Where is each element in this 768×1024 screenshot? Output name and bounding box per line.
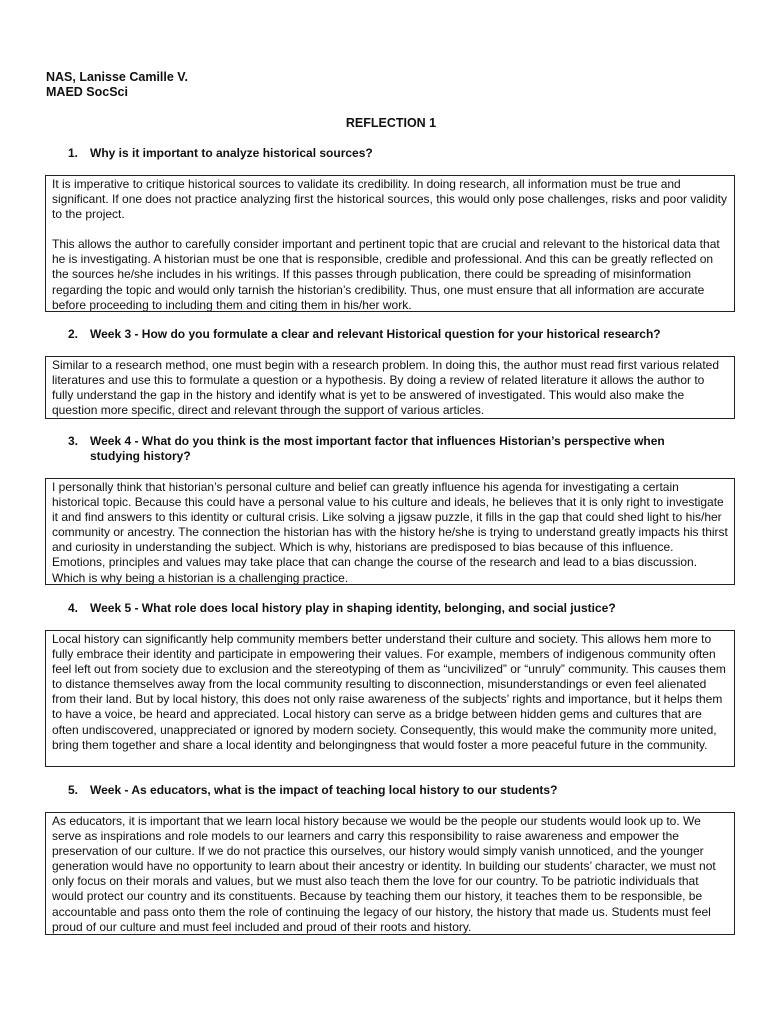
question-text: Week 4 - What do you think is the most important factor that influences Historian’s perspective when studying history? [90,434,665,463]
question-number: 2. [68,327,79,341]
answer-paragraph: As educators, it is important that we learn local history because we would be the people our students would look up to. We serve as inspirations and role models to our learners and carry this responsibility to raise awareness and empower the preservation of our culture. If we do not practice this ourselves, our history would simply vanish unnoticed, and the younger generation would have no opportunity to learn about their ancestry or identity. In building our students’ character, we must not only focus on their morals and values, but we must also teach them the love for our country. To be patriotic individuals that would protect our country and its constituents. Because by teaching them our history, it teaches them to be responsible, be accountable and pass onto them the role of continuing the legacy of our history, the history that made us. Students must feel proud of our culture and must feel included and proud of their roots and history. [52,814,716,934]
question-text: Week - As educators, what is the impact of teaching local history to our students? [90,783,558,797]
question-number: 4. [68,601,79,615]
answer-paragraph: Local history can significantly help community members better understand their culture and society. This allows hem more to fully embrace their identity and participate in empowering their values. For example, members of indigenous community often feel left out from society due to exclusion and the stereotyping of them as “uncivilized” or “unruly” community. This causes them to distance themselves away from the local community resulting to disconnection, misunderstandings or even feel alienated from their land. But by local history, this does not only raise awareness of the subjects’ rights and importance, but it helps them to have a voice, be heard and appreciated. Local history can serve as a bridge between hidden gems and cultures that are often undiscovered, unappreciated or ignored by modern society. Consequently, this would make the community more united, bring them together and share a local identity and belongingness that would foster a more peaceful future in the community. [52,632,726,752]
question-text: Week 3 - How do you formulate a clear and relevant Historical question for your historical research? [90,327,661,341]
answer-paragraph: Similar to a research method, one must begin with a research problem. In doing this, the author must read first various related literatures and use this to formulate a question or a hypothesis. By doing a review of related literature it allows the author to fully understand the gap in the history and identify what is yet to be answered of investigated. This would also make the question more specific, direct and relevant through the support of various articles. [52,358,719,418]
question-4 [68,601,708,616]
answer-paragraph: I personally think that historian’s personal culture and belief can greatly influence his agenda for investigating a certain historical topic. Because this could have a personal value to his culture and ideals, he believes that it is only right to investigate it and find answers to this identity or cultural crisis. Like solving a jigsaw puzzle, it fills in the gap that could shed light to his/her community or ancestry. The connection the historian has with the history he/she is trying to understand greatly impacts his thirst and curiosity in understanding the subject. Which is why, historians are predisposed to bias because of this influence. Emotions, principles and values may take place that can change the course of the research and lead to a bias discussion. Which is why being a historian is a challenging practice. [52,480,728,585]
question-2 [68,327,708,342]
answer-paragraph: It is imperative to critique historical sources to validate its credibility. In doing research, all information must be true and significant. If one does not practice analyzing first the historical sources, this would only pose challenges, risks and poor validity to the project. [52,177,728,222]
question-text: Week 5 - What role does local history play in shaping identity, belonging, and social justice? [90,601,616,615]
answer-box-5 [45,812,735,935]
author-header [46,70,188,100]
document-title: REFLECTION 1 [345,116,437,130]
question-text: Why is it important to analyze historical sources? [90,146,373,160]
answer-box-4 [45,630,735,767]
author-name: NAS, Lanisse Camille V. [46,70,188,84]
question-1 [68,146,708,161]
question-5 [68,783,708,798]
question-3 [68,434,708,464]
answer-box-1 [45,175,735,312]
question-number: 1. [68,146,79,160]
answer-box-3 [45,478,735,585]
answer-box-2 [45,356,735,419]
question-number: 3. [68,434,79,448]
question-number: 5. [68,783,79,797]
answer-paragraph: This allows the author to carefully consider important and pertinent topic that are crucial and relevant to the historical data that he is investigating. A historian must be one that is responsible, credible and professional. And this can be greatly reflected on the sources he/she includes in his writings. If this passes through publication, there could be spreading of misinformation regarding the topic and would only tarnish the historian’s credibility. Thus, one must ensure that all information are accurate before proceeding to including them and citing them in his/her work. [52,237,720,312]
author-program: MAED SocSci [46,85,128,99]
